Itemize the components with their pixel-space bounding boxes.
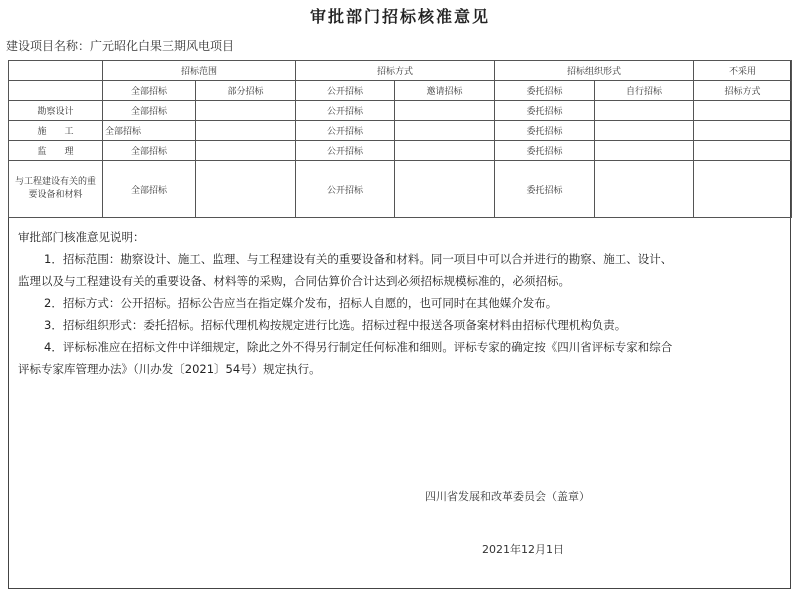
header-scope: 招标范围: [103, 61, 296, 81]
table-row: [9, 121, 792, 141]
header-blank-2: [9, 81, 103, 101]
cell-scope: 全部招标: [103, 121, 196, 141]
approval-table: [8, 60, 792, 218]
notes-heading: 审批部门核准意见说明：: [18, 230, 145, 244]
project-name: 建设项目名称：广元昭化白果三期风电项目: [6, 39, 235, 53]
header-open: 公开招标: [296, 81, 395, 101]
header-entrust: 委托招标: [495, 81, 595, 101]
cell-method: 公开招标: [296, 161, 395, 218]
note-org: 3．招标组织形式：委托招标。招标代理机构按规定进行比选。招标过程中报送各项备案材料由招标代理机构负责。: [44, 318, 627, 332]
issue-date: 2021年12月1日: [482, 543, 564, 556]
page-title: 审批部门招标核准意见: [309, 7, 490, 26]
header-org: 招标组织形式: [495, 61, 694, 81]
table-row: [9, 161, 792, 218]
cell-org: 委托招标: [495, 161, 595, 218]
note-scope: 1．招标范围：勘察设计、施工、监理、与工程建设有关的重要设备和材料。同一项目中可以合并进行的勘察、施工、设计、: [44, 252, 673, 266]
row-label: 施 工: [9, 121, 103, 141]
note-standard-cont: 评标专家库管理办法》（川办发〔2021〕54号）规定执行。: [18, 362, 321, 376]
cell-method: 公开招标: [296, 121, 395, 141]
header-none: 不采用: [694, 61, 792, 81]
header-blank: [9, 61, 103, 81]
cell-org: 委托招标: [495, 121, 595, 141]
header-row-1: [9, 61, 792, 81]
note-method: 2．招标方式：公开招标。招标公告应当在指定媒介发布，招标人自愿的，也可同时在其他媒介发布。: [44, 296, 558, 310]
table-row: [9, 141, 792, 161]
header-none-method: 招标方式: [694, 81, 792, 101]
issuer-signature: 四川省发展和改革委员会（盖章）: [425, 490, 590, 503]
cell-scope: 全部招标: [103, 141, 196, 161]
header-full: 全部招标: [103, 81, 196, 101]
header-method: 招标方式: [296, 61, 495, 81]
header-row-2: [9, 81, 792, 101]
header-self: 自行招标: [595, 81, 694, 101]
cell-scope: 全部招标: [103, 101, 196, 121]
cell-scope: 全部招标: [103, 161, 196, 218]
note-standard: 4．评标标准应在招标文件中详细规定，除此之外不得另行制定任何标准和细则。评标专家的确定按《四川省评标专家和综合: [44, 340, 673, 354]
header-invite: 邀请招标: [395, 81, 495, 101]
header-partial: 部分招标: [196, 81, 296, 101]
cell-method: 公开招标: [296, 101, 395, 121]
row-label: 监 理: [9, 141, 103, 161]
cell-method: 公开招标: [296, 141, 395, 161]
row-label: 勘察设计: [9, 101, 103, 121]
cell-org: 委托招标: [495, 141, 595, 161]
note-scope-cont: 监理以及与工程建设有关的重要设备、材料等的采购，合同估算价合计达到必须招标规模标准的，必须招标。: [18, 274, 570, 288]
table-row: [9, 101, 792, 121]
row-label: 与工程建设有关的重要设备和材料: [9, 161, 103, 218]
cell-org: 委托招标: [495, 101, 595, 121]
approval-notes: [18, 226, 788, 380]
